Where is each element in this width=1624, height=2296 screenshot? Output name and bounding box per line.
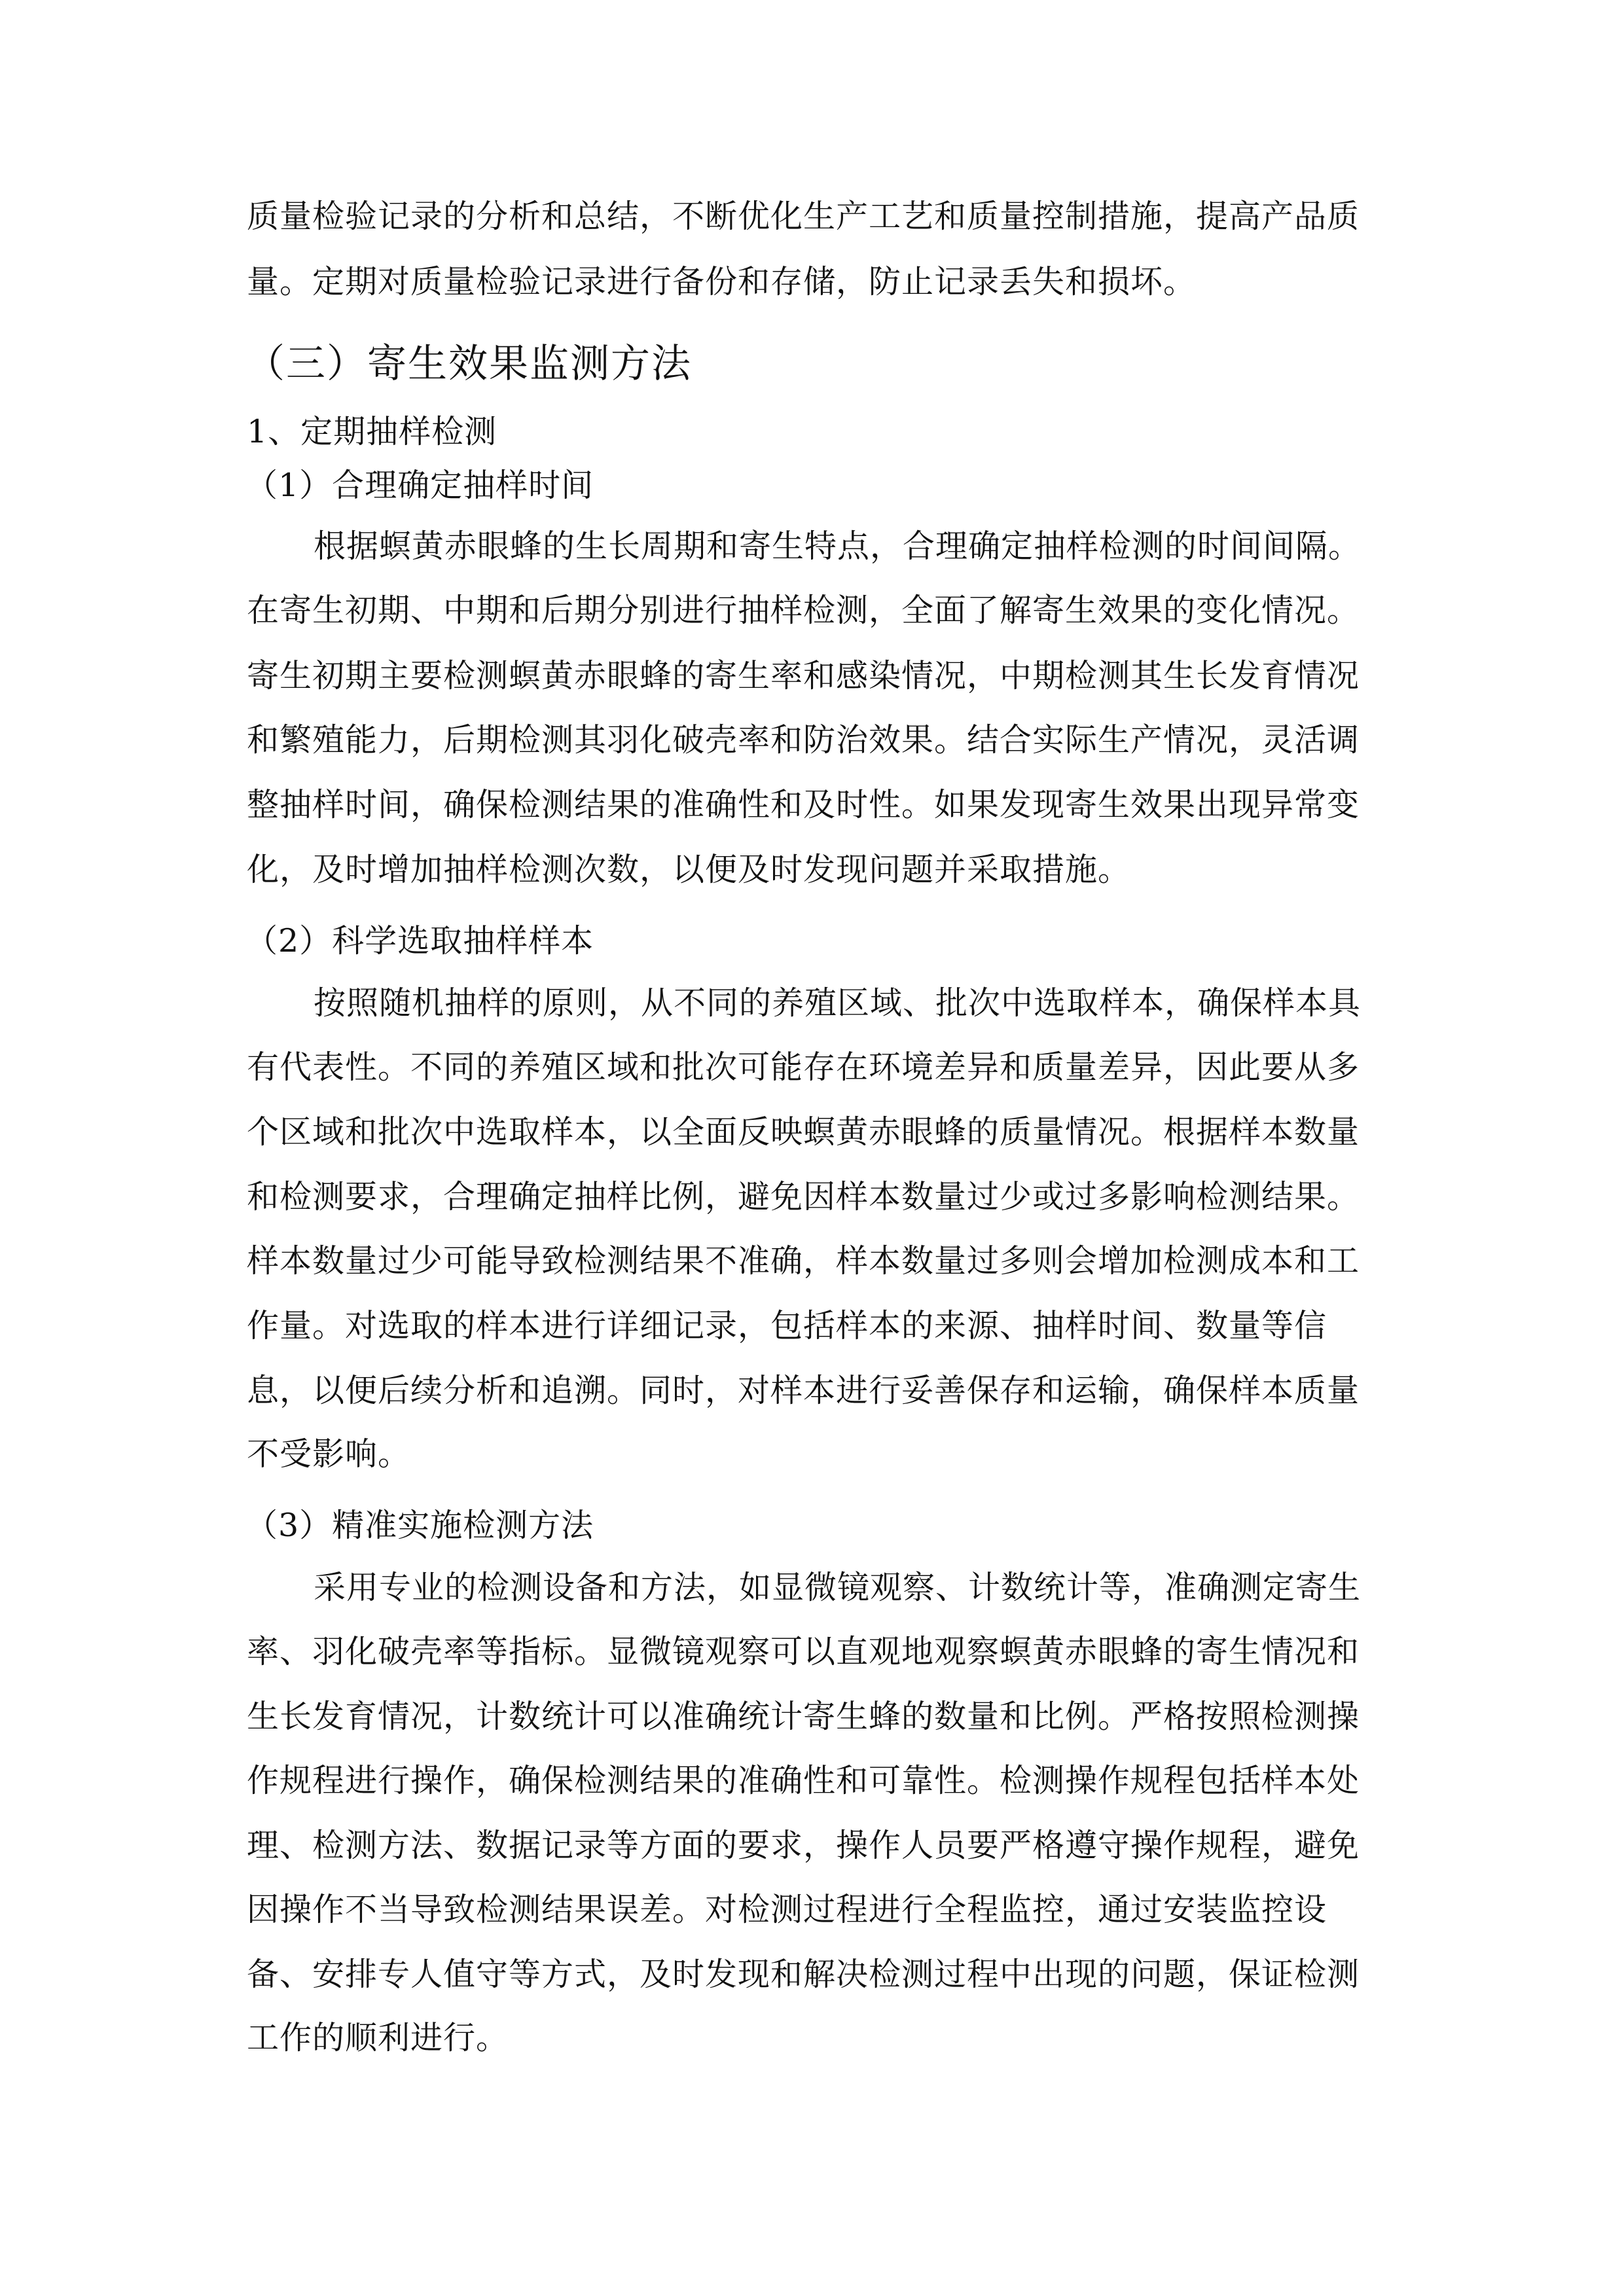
item-2-heading: （2）科学选取抽样样本 <box>245 922 594 960</box>
item-2-line-2: 有代表性。不同的养殖区域和批次可能存在环境差异和质量差异，因此要从多 <box>247 1049 1360 1086</box>
item-2-line-4: 和检测要求，合理确定抽样比例，避免因样本数量过少或过多影响检测结果。 <box>247 1178 1360 1215</box>
item-1-line-5: 整抽样时间，确保检测结果的准确性和及时性。如果发现寄生效果出现异常变 <box>247 786 1360 823</box>
item-2-line-3: 个区域和批次中选取样本，以全面反映螟黄赤眼蜂的质量情况。根据样本数量 <box>247 1113 1360 1151</box>
intro-line-2: 量。定期对质量检验记录进行备份和存储，防止记录丢失和损坏。 <box>247 263 1197 300</box>
item-3-line-8: 工作的顺利进行。 <box>247 2019 509 2056</box>
item-3-line-1: 采用专业的检测设备和方法，如显微镜观察、计数统计等，准确测定寄生 <box>314 1569 1362 1606</box>
item-3-line-2: 率、羽化破壳率等指标。显微镜观察可以直观地观察螟黄赤眼蜂的寄生情况和 <box>247 1633 1360 1670</box>
item-2-line-6: 作量。对选取的样本进行详细记录，包括样本的来源、抽样时间、数量等信 <box>247 1307 1327 1344</box>
item-1-line-3: 寄生初期主要检测螟黄赤眼蜂的寄生率和感染情况，中期检测其生长发育情况 <box>247 657 1360 694</box>
item-3-heading: （3）精准实施检测方法 <box>245 1507 594 1544</box>
item-1-line-2: 在寄生初期、中期和后期分别进行抽样检测，全面了解寄生效果的变化情况。 <box>247 592 1360 629</box>
item-3-line-4: 作规程进行操作，确保检测结果的准确性和可靠性。检测操作规程包括样本处 <box>247 1762 1360 1799</box>
item-3-line-6: 因操作不当导致检测结果误差。对检测过程进行全程监控，通过安装监控设 <box>247 1891 1327 1928</box>
subsection-heading: 1、定期抽样检测 <box>247 413 497 450</box>
intro-line-1: 质量检验记录的分析和总结，不断优化生产工艺和质量控制措施，提高产品质 <box>247 198 1360 235</box>
section-heading: （三）寄生效果监测方法 <box>245 341 692 387</box>
item-3-line-3: 生长发育情况，计数统计可以准确统计寄生蜂的数量和比例。严格按照检测操 <box>247 1698 1360 1735</box>
item-2-line-7: 息，以便后续分析和追溯。同时，对样本进行妥善保存和运输，确保样本质量 <box>247 1372 1360 1409</box>
item-1-line-4: 和繁殖能力，后期检测其羽化破壳率和防治效果。结合实际生产情况，灵活调 <box>247 721 1360 759</box>
item-1-line-6: 化，及时增加抽样检测次数，以便及时发现问题并采取措施。 <box>247 851 1131 888</box>
item-3-line-7: 备、安排专人值守等方式，及时发现和解决检测过程中出现的问题，保证检测 <box>247 1956 1360 1993</box>
item-1-line-1: 根据螟黄赤眼蜂的生长周期和寄生特点，合理确定抽样检测的时间间隔。 <box>314 528 1362 565</box>
item-3-line-5: 理、检测方法、数据记录等方面的要求，操作人员要严格遵守操作规程，避免 <box>247 1827 1360 1864</box>
item-1-heading: （1）合理确定抽样时间 <box>245 467 594 504</box>
item-2-line-8: 不受影响。 <box>247 1435 411 1473</box>
item-2-line-1: 按照随机抽样的原则，从不同的养殖区域、批次中选取样本，确保样本具 <box>314 984 1362 1022</box>
item-2-line-5: 样本数量过少可能导致检测结果不准确，样本数量过多则会增加检测成本和工 <box>247 1242 1360 1280</box>
